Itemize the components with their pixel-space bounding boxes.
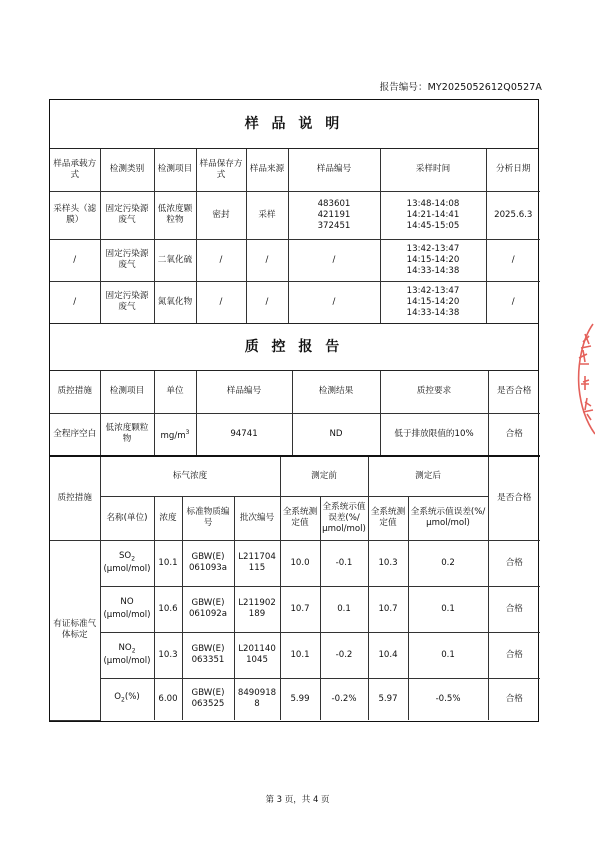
cell-gas-std: GBW(E) 063525 xyxy=(182,678,234,720)
cell-carrier: / xyxy=(50,281,100,323)
cell-gas-conc: 10.3 xyxy=(154,632,182,678)
header-gas-batch: 批次编号 xyxy=(234,496,280,540)
header-qc-measure: 质控措施 xyxy=(50,371,100,413)
qc-section-title: 质 控 报 告 xyxy=(50,323,538,371)
cell-storage: / xyxy=(196,239,246,281)
cell-before-error: 0.1 xyxy=(320,586,368,632)
cell-carrier: / xyxy=(50,239,100,281)
header-after: 测定后 xyxy=(368,456,488,496)
cell-item: 低浓度颗粒物 xyxy=(154,191,196,239)
qc-row xyxy=(50,413,540,455)
cell-after-error: 0.1 xyxy=(408,586,488,632)
cell-after-value: 10.4 xyxy=(368,632,408,678)
gas-row xyxy=(50,678,540,720)
header-before-value: 全系统测定值 xyxy=(280,496,320,540)
header-gas-std-id: 标准物质编号 xyxy=(182,496,234,540)
gas-row xyxy=(50,540,540,586)
cell-carrier: 采样头（滤膜） xyxy=(50,191,100,239)
cell-gas-std: GBW(E) 061093a xyxy=(182,540,234,586)
cell-gas-pass: 合格 xyxy=(488,586,540,632)
header-qc-result: 检测结果 xyxy=(292,371,380,413)
cell-before-value: 10.1 xyxy=(280,632,320,678)
cell-qc-pass: 合格 xyxy=(488,413,540,455)
cell-before-value: 5.99 xyxy=(280,678,320,720)
header-gas-measure: 质控措施 xyxy=(50,456,100,540)
cell-gas-pass: 合格 xyxy=(488,540,540,586)
cell-before-error: -0.2% xyxy=(320,678,368,720)
cell-gas-name: $SO_2$ (μmol/mol) xyxy=(100,540,154,586)
sample-table xyxy=(50,149,540,323)
cell-after-error: 0.1 xyxy=(408,632,488,678)
header-qc-unit: 单位 xyxy=(154,371,196,413)
cell-item: 二氧化硫 xyxy=(154,239,196,281)
header-storage: 样品保存方式 xyxy=(196,149,246,191)
header-category: 检测类别 xyxy=(100,149,154,191)
gas-header-row xyxy=(50,456,540,496)
report-number: 报告编号：MY2025052612Q0527A xyxy=(379,82,542,93)
header-carrier: 样品承载方式 xyxy=(50,149,100,191)
seal-stamp-icon xyxy=(565,318,595,438)
cell-gas-pass: 合格 xyxy=(488,632,540,678)
cell-storage: 密封 xyxy=(196,191,246,239)
cell-after-value: 5.97 xyxy=(368,678,408,720)
sample-row xyxy=(50,239,540,281)
cell-category: 固定污染源废气 xyxy=(100,281,154,323)
cell-gas-conc: 6.00 xyxy=(154,678,182,720)
cell-gas-conc: 10.6 xyxy=(154,586,182,632)
cell-gas-batch: L211704 115 xyxy=(234,540,280,586)
header-std-conc: 标气浓度 xyxy=(100,456,280,496)
cell-gas-name: NO (μmol/mol) xyxy=(100,586,154,632)
header-qc-requirement: 质控要求 xyxy=(380,371,488,413)
cell-times: 13:48-14:08 14:21-14:41 14:45-15:05 xyxy=(380,191,486,239)
cell-times: 13:42-13:47 14:15-14:20 14:33-14:38 xyxy=(380,239,486,281)
report-table xyxy=(49,99,539,722)
header-before-error: 全系统示值误差(%/μmol/mol) xyxy=(320,496,368,540)
cell-gas-group: 有证标准气体标定 xyxy=(50,540,100,720)
header-qc-pass: 是否合格 xyxy=(488,371,540,413)
header-sample-time: 采样时间 xyxy=(380,149,486,191)
cell-before-error: -0.1 xyxy=(320,540,368,586)
cell-ids: / xyxy=(288,281,380,323)
header-item: 检测项目 xyxy=(154,149,196,191)
cell-times: 13:42-13:47 14:15-14:20 14:33-14:38 xyxy=(380,281,486,323)
header-after-value: 全系统测定值 xyxy=(368,496,408,540)
header-analysis-date: 分析日期 xyxy=(486,149,540,191)
cell-after-error: -0.5% xyxy=(408,678,488,720)
cell-qc-item: 低浓度颗粒物 xyxy=(100,413,154,455)
cell-gas-batch: L211902 189 xyxy=(234,586,280,632)
qc-header-row xyxy=(50,371,540,413)
cell-source: / xyxy=(246,239,288,281)
header-before: 测定前 xyxy=(280,456,368,496)
gas-row xyxy=(50,586,540,632)
cell-after-value: 10.3 xyxy=(368,540,408,586)
gas-subheader-row xyxy=(50,496,540,540)
header-source: 样品来源 xyxy=(246,149,288,191)
cell-qc-result: ND xyxy=(292,413,380,455)
cell-gas-conc: 10.1 xyxy=(154,540,182,586)
header-gas-pass: 是否合格 xyxy=(488,456,540,540)
header-sample-id: 样品编号 xyxy=(288,149,380,191)
cell-gas-name: $NO_2$ (μmol/mol) xyxy=(100,632,154,678)
header-qc-item: 检测项目 xyxy=(100,371,154,413)
cell-category: 固定污染源废气 xyxy=(100,191,154,239)
page-footer: 第 3 页，共 4 页 xyxy=(265,795,330,805)
header-after-error: 全系统示值误差(%/μmol/mol) xyxy=(408,496,488,540)
cell-source: 采样 xyxy=(246,191,288,239)
cell-gas-name: $O_2(\%)$ xyxy=(100,678,154,720)
sample-row xyxy=(50,281,540,323)
cell-date: / xyxy=(486,281,540,323)
cell-ids: 483601 421191 372451 xyxy=(288,191,380,239)
cell-after-error: 0.2 xyxy=(408,540,488,586)
cell-qc-requirement: 低于排放限值的10% xyxy=(380,413,488,455)
cell-date: 2025.6.3 xyxy=(486,191,540,239)
cell-gas-batch: 8490918 8 xyxy=(234,678,280,720)
cell-item: 氮氧化物 xyxy=(154,281,196,323)
header-gas-conc: 浓度 xyxy=(154,496,182,540)
cell-category: 固定污染源废气 xyxy=(100,239,154,281)
cell-gas-std: GBW(E) 061092a xyxy=(182,586,234,632)
cell-before-value: 10.0 xyxy=(280,540,320,586)
cell-before-value: 10.7 xyxy=(280,586,320,632)
gas-row xyxy=(50,632,540,678)
cell-after-value: 10.7 xyxy=(368,586,408,632)
gas-calibration-table xyxy=(50,455,540,721)
sample-section-title: 样 品 说 明 xyxy=(50,100,538,149)
cell-qc-unit: $mg/m^3$ xyxy=(154,413,196,455)
cell-storage: / xyxy=(196,281,246,323)
sample-header-row xyxy=(50,149,540,191)
cell-qc-measure: 全程序空白 xyxy=(50,413,100,455)
cell-date: / xyxy=(486,239,540,281)
cell-before-error: -0.2 xyxy=(320,632,368,678)
sample-row xyxy=(50,191,540,239)
cell-gas-std: GBW(E) 063351 xyxy=(182,632,234,678)
cell-gas-batch: L201140 1045 xyxy=(234,632,280,678)
cell-gas-pass: 合格 xyxy=(488,678,540,720)
header-qc-sample-id: 样品编号 xyxy=(196,371,292,413)
qc-table xyxy=(50,371,540,455)
cell-ids: / xyxy=(288,239,380,281)
cell-qc-id: 94741 xyxy=(196,413,292,455)
header-gas-name: 名称(单位) xyxy=(100,496,154,540)
cell-source: / xyxy=(246,281,288,323)
